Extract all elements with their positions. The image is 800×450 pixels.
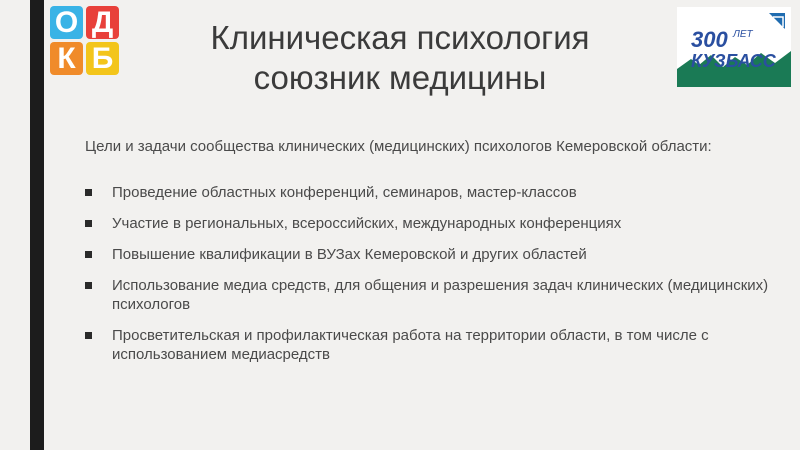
square-bullet-icon [85,220,92,227]
left-accent-bar [30,0,44,450]
bullet-text: Повышение квалификации в ВУЗах Кемеровской и других областей [112,246,587,263]
logo-letter-d: Д [86,6,119,39]
square-bullet-icon [85,251,92,258]
square-bullet-icon [85,189,92,196]
odkb-logo [50,6,120,76]
square-bullet-icon [85,282,92,289]
kuzbass-name: КУЗБАСС [691,51,776,71]
kuzbass-number: 300 [691,27,728,52]
bullet-text: Просветительская и профилактическая работа на территории области, в том числе с использованием медиасредств [112,327,709,363]
bullet-list [85,183,775,376]
kuzbass-years: ЛЕТ [733,29,753,40]
bullet-item [85,326,775,364]
bullet-item [85,276,775,314]
logo-letter-b: Б [86,42,119,75]
square-bullet-icon [85,332,92,339]
intro-text: Цели и задачи сообщества клинических (медицинских) психологов Кемеровской области: [85,138,712,155]
bullet-text: Участие в региональных, всероссийских, международных конференциях [112,215,622,232]
title-line-1: Клиническая психология [210,19,590,56]
logo-letter-k: К [50,42,83,75]
bullet-item [85,183,775,202]
slide-title [150,18,650,98]
bullet-text: Использование медиа средств, для общения и разрешения задач клинических (медицинских) психологов [112,277,769,313]
logo-letter-o: О [50,6,83,39]
bullet-item [85,214,775,233]
title-line-2: союзник медицины [253,59,547,96]
bullet-text: Проведение областных конференций, семинаров, мастер-классов [112,184,577,201]
bullet-item [85,245,775,264]
kuzbass-300-logo [677,7,791,87]
kuzbass-logo-graphic [677,7,791,87]
